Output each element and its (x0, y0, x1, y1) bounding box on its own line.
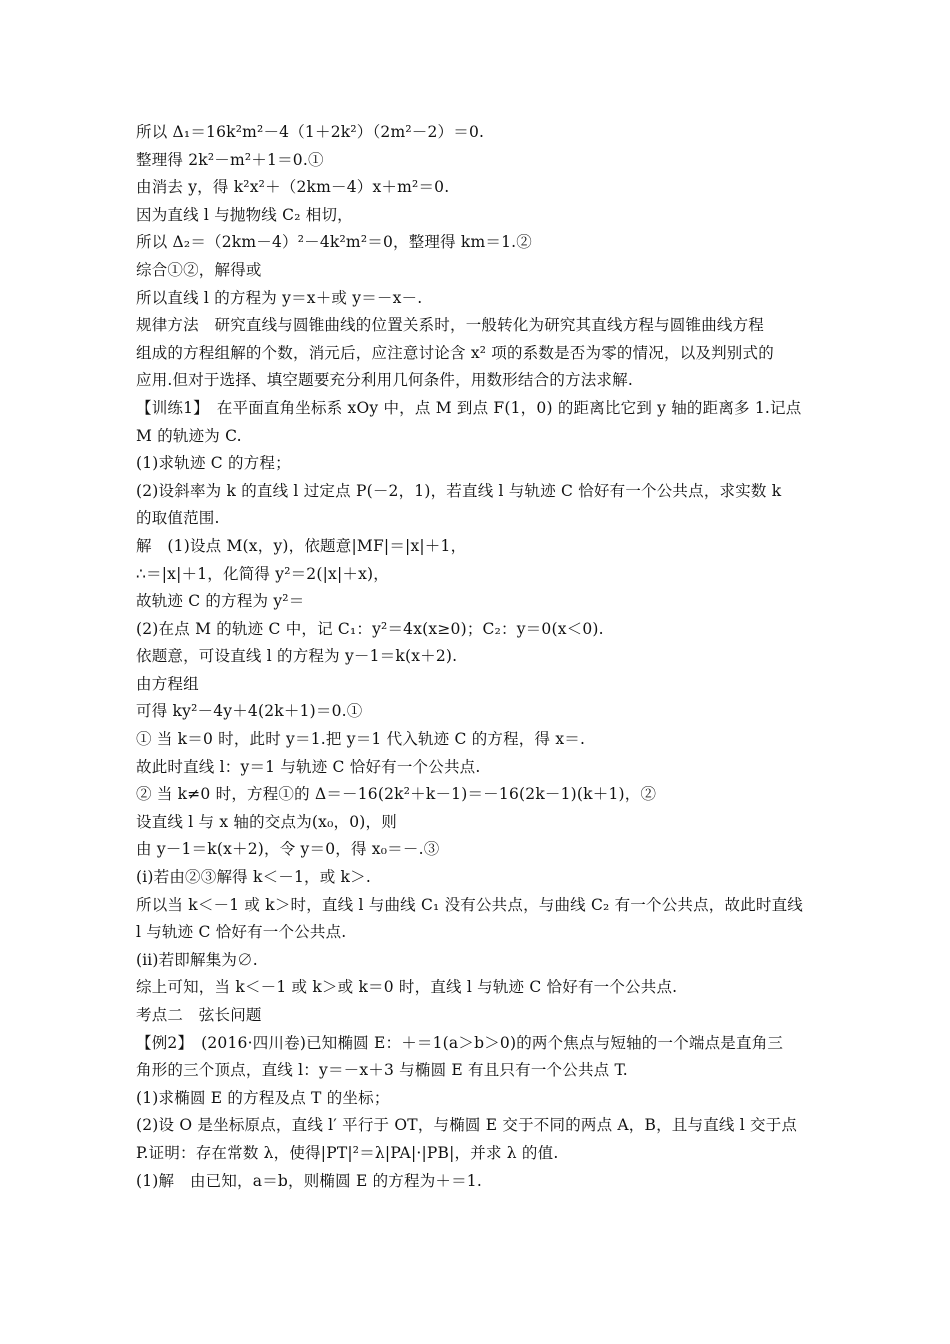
text-line: 所以 Δ₂＝（2km－4）²－4k²m²＝0，整理得 km＝1.② (136, 233, 533, 252)
solution-line: 综上可知，当 k＜－1 或 k＞或 k＝0 时，直线 l 与轨迹 C 恰好有一个公共点. (136, 978, 678, 997)
section-heading: 考点二 弦长问题 (136, 1006, 262, 1024)
text-line: (2)设斜率为 k 的直线 l 过定点 P(－2，1)，若直线 l 与轨迹 C 恰好有一个公共点，求实数 k (136, 481, 782, 500)
solution-line: 依题意，可设直线 l 的方程为 y－1＝k(x＋2). (136, 647, 458, 666)
solution-line: (ⅰ)若由②③解得 k＜－1，或 k＞. (136, 868, 371, 887)
solution-line: 解 (1)设点 M(x，y)，依题意|MF|＝|x|＋1， (136, 536, 467, 555)
solution-line: ② 当 k≠0 时，方程①的 Δ＝－16(2k²＋k－1)＝－16(2k－1)(k＋1)，② (136, 785, 657, 804)
document-body (136, 119, 816, 1195)
text-line: 角形的三个顶点，直线 l：y＝－x＋3 与椭圆 E 有且只有一个公共点 T. (136, 1061, 628, 1080)
solution-line: (1)解 由已知，a＝b，则椭圆 E 的方程为＋＝1. (136, 1171, 482, 1190)
text-line: 所以 Δ₁＝16k²m²－4（1＋2k²）（2m²－2）＝0. (136, 123, 485, 141)
solution-line: 由方程组 (136, 674, 199, 693)
solution-line: 故此时直线 l：y＝1 与轨迹 C 恰好有一个公共点. (136, 757, 481, 776)
method-summary-line: 应用.但对于选择、填空题要充分利用几何条件，用数形结合的方法求解. (136, 371, 633, 390)
text-line: (2)设 O 是坐标原点，直线 l′ 平行于 OT，与椭圆 E 交于不同的两点 A，B，且与直线 l 交于点 (136, 1116, 798, 1135)
text-line: 所以直线 l 的方程为 y＝x＋或 y＝－x－. (136, 288, 423, 307)
text-line: 整理得 2k²－m²＋1＝0.① (136, 150, 324, 169)
solution-line: ∴＝|x|＋1，化简得 y²＝2(|x|＋x)， (136, 564, 389, 583)
method-summary-line: 组成的方程组解的个数，消元后，应注意讨论含 x² 项的系数是否为零的情况，以及判别式的 (136, 343, 774, 362)
exercise-heading-line: 【训练1】 在平面直角坐标系 xOy 中，点 M 到点 F(1，0) 的距离比它到 y 轴的距离多 1.记点 (136, 398, 802, 417)
text-line: 因为直线 l 与抛物线 C₂ 相切， (136, 205, 353, 224)
text-line: (1)求椭圆 E 的方程及点 T 的坐标； (136, 1088, 390, 1107)
solution-line: l 与轨迹 C 恰好有一个公共点. (136, 923, 347, 942)
text-line: M 的轨迹为 C. (136, 426, 242, 445)
text-line: 综合①②，解得或 (136, 260, 262, 279)
solution-line: (ⅱ)若即解集为∅. (136, 950, 258, 969)
solution-line: 设直线 l 与 x 轴的交点为(x₀，0)，则 (136, 812, 397, 831)
solution-line: 由 y－1＝k(x＋2)，令 y＝0，得 x₀＝－.③ (136, 840, 440, 859)
solution-line: (2)在点 M 的轨迹 C 中，记 C₁：y²＝4x(x≥0)；C₂：y＝0(x＜0). (136, 619, 604, 638)
example-heading-line: 【例2】 (2016·四川卷)已知椭圆 E：＋＝1(a＞b＞0)的两个焦点与短轴的一个端点是直角三 (136, 1033, 784, 1052)
solution-line: ① 当 k＝0 时，此时 y＝1.把 y＝1 代入轨迹 C 的方程，得 x＝. (136, 730, 586, 749)
solution-line: 故轨迹 C 的方程为 y²＝ (136, 592, 305, 611)
text-line: (1)求轨迹 C 的方程； (136, 454, 291, 473)
text-line: 的取值范围. (136, 509, 220, 528)
text-line: P.证明：存在常数 λ，使得|PT|²＝λ|PA|·|PB|，并求 λ 的值. (136, 1143, 559, 1162)
solution-line: 所以当 k＜－1 或 k＞时，直线 l 与曲线 C₁ 没有公共点，与曲线 C₂ 有一个公共点，故此时直线 (136, 895, 803, 914)
solution-line: 可得 ky²－4y＋4(2k＋1)＝0.① (136, 702, 363, 721)
method-summary-line: 规律方法 研究直线与圆锥曲线的位置关系时，一般转化为研究其直线方程与圆锥曲线方程 (136, 316, 765, 335)
text-line: 由消去 y，得 k²x²＋（2km－4）x＋m²＝0. (136, 178, 450, 197)
